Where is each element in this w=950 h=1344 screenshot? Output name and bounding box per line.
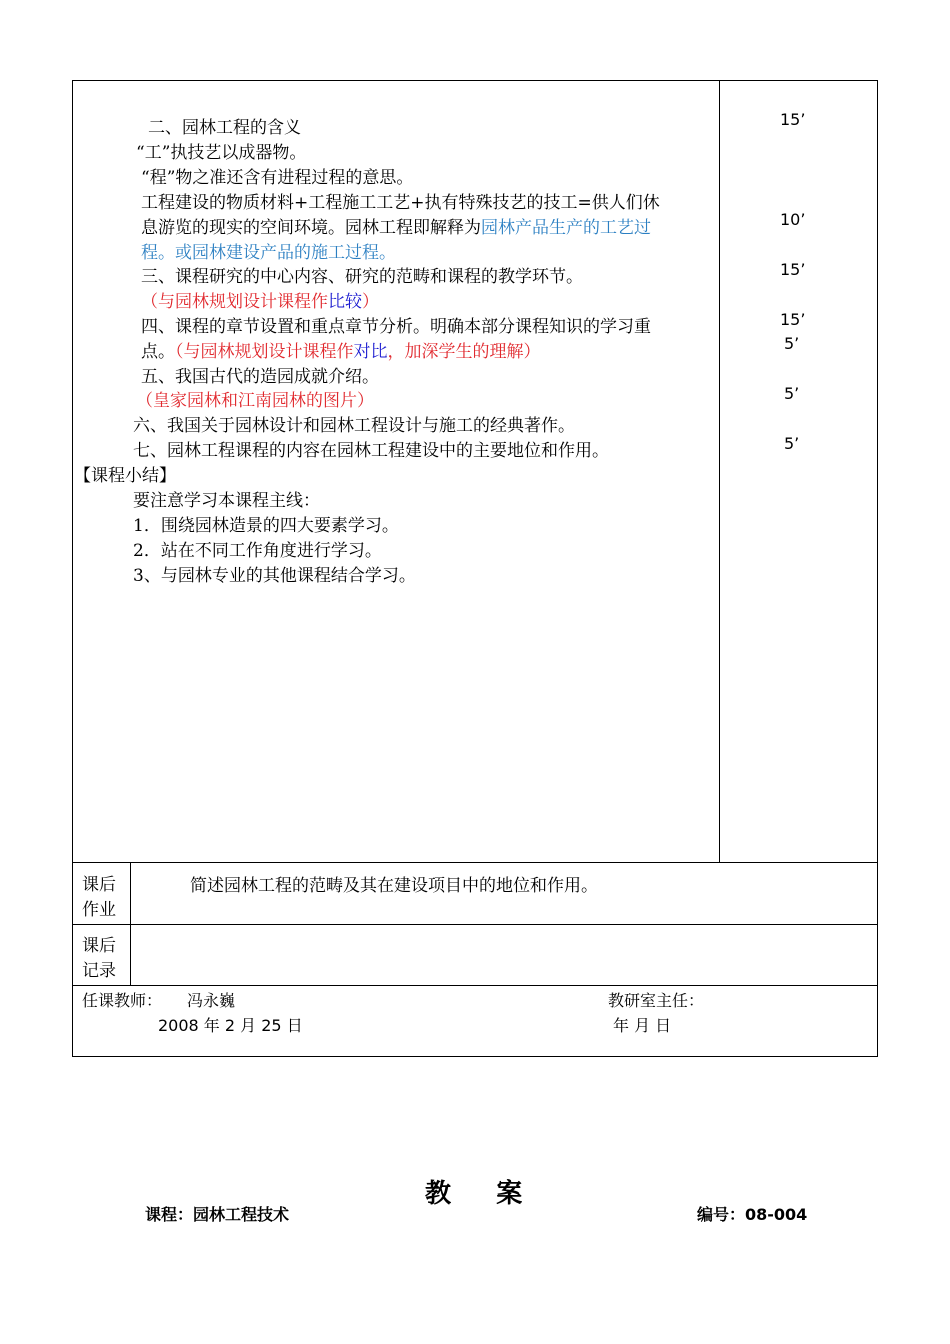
table-border-right — [877, 80, 878, 1057]
lesson-line-2: 二、园林工程的含义 — [148, 118, 301, 138]
summary-line-3: 3、与园林专业的其他课程结合学习。 — [133, 566, 416, 586]
table-border-left — [72, 80, 73, 1057]
lesson-line-3-note — [141, 287, 379, 312]
record-label-line1: 课后 — [82, 936, 116, 956]
note-prefix: （与园林规划设计课程作 — [141, 292, 328, 312]
teacher-label: 任课教师： — [82, 991, 163, 1010]
point-text: 点。 — [141, 342, 175, 362]
teacher-name: 冯永巍 — [187, 991, 236, 1010]
lesson-line-5: 五、我国古代的造园成就介绍。 — [141, 367, 379, 387]
row-divider-homework — [72, 862, 878, 863]
director-label: 教研室主任： — [608, 991, 705, 1010]
row-divider-footer — [72, 985, 878, 986]
summary-line-intro: 要注意学习本课程主线： — [133, 491, 320, 511]
lesson-line-3: 三、课程研究的中心内容、研究的范畴和课程的教学环节。 — [141, 267, 583, 287]
document-number: 编号：08-004 — [697, 1205, 808, 1224]
note-compare: 比较 — [328, 292, 362, 312]
note4-prefix: （与园林规划设计课程作 — [175, 342, 354, 362]
definition-highlight: 园林产品生产的工艺过 — [481, 218, 651, 238]
row-divider-record — [72, 924, 878, 925]
definition-text: 息游览的现实的空间环境。园林工程即解释为 — [141, 218, 481, 238]
time-5: 5’ — [784, 334, 800, 353]
lesson-line-cheng: “程”物之准还含有进程过程的意思。 — [141, 168, 414, 188]
time-3: 15’ — [780, 260, 806, 279]
lesson-line-5-note: （皇家园林和江南园林的图片） — [136, 391, 374, 411]
homework-label-line2: 作业 — [82, 900, 116, 920]
summary-heading: 【课程小结】 — [74, 466, 176, 486]
time-1: 15’ — [780, 110, 806, 129]
time-7: 5’ — [784, 434, 800, 453]
note-suffix: ） — [362, 292, 379, 312]
time-column-divider — [719, 80, 720, 863]
note4-suffix: ，加深学生的理解） — [387, 342, 541, 362]
teacher-date: 2008 年 2 月 25 日 — [158, 1016, 303, 1035]
label-column-divider-homework — [130, 862, 131, 924]
table-border-top — [72, 80, 878, 81]
lesson-line-definition-1: 工程建设的物质材料+工程施工工艺+执有特殊技艺的技工=供人们休 — [141, 193, 660, 213]
lesson-line-4-cont — [141, 337, 541, 362]
homework-text: 简述园林工程的范畴及其在建设项目中的地位和作用。 — [190, 876, 598, 896]
record-label-line2: 记录 — [82, 961, 116, 981]
page-title: 教 案 — [425, 1179, 523, 1209]
lesson-line-gong: “工”执技艺以成器物。 — [136, 143, 307, 163]
summary-line-2: 2．站在不同工作角度进行学习。 — [133, 541, 382, 561]
lesson-line-definition-3: 程。或园林建设产品的施工过程。 — [141, 243, 396, 263]
lesson-line-7: 七、园林工程课程的内容在园林工程建设中的主要地位和作用。 — [133, 441, 609, 461]
note4-contrast: 对比 — [353, 342, 388, 362]
lesson-line-definition-2 — [141, 213, 651, 238]
summary-line-1: 1．围绕园林造景的四大要素学习。 — [133, 516, 399, 536]
course-name: 课程：园林工程技术 — [145, 1205, 290, 1224]
label-column-divider-record — [130, 924, 131, 985]
time-2: 10’ — [780, 210, 806, 229]
time-6: 5’ — [784, 384, 800, 403]
director-date: 年 月 日 — [613, 1016, 672, 1035]
lesson-line-6: 六、我国关于园林设计和园林工程设计与施工的经典著作。 — [133, 416, 575, 436]
homework-label-line1: 课后 — [82, 875, 116, 895]
time-4: 15’ — [780, 310, 806, 329]
table-border-bottom — [72, 1056, 878, 1057]
lesson-line-4: 四、课程的章节设置和重点章节分析。明确本部分课程知识的学习重 — [141, 317, 651, 337]
